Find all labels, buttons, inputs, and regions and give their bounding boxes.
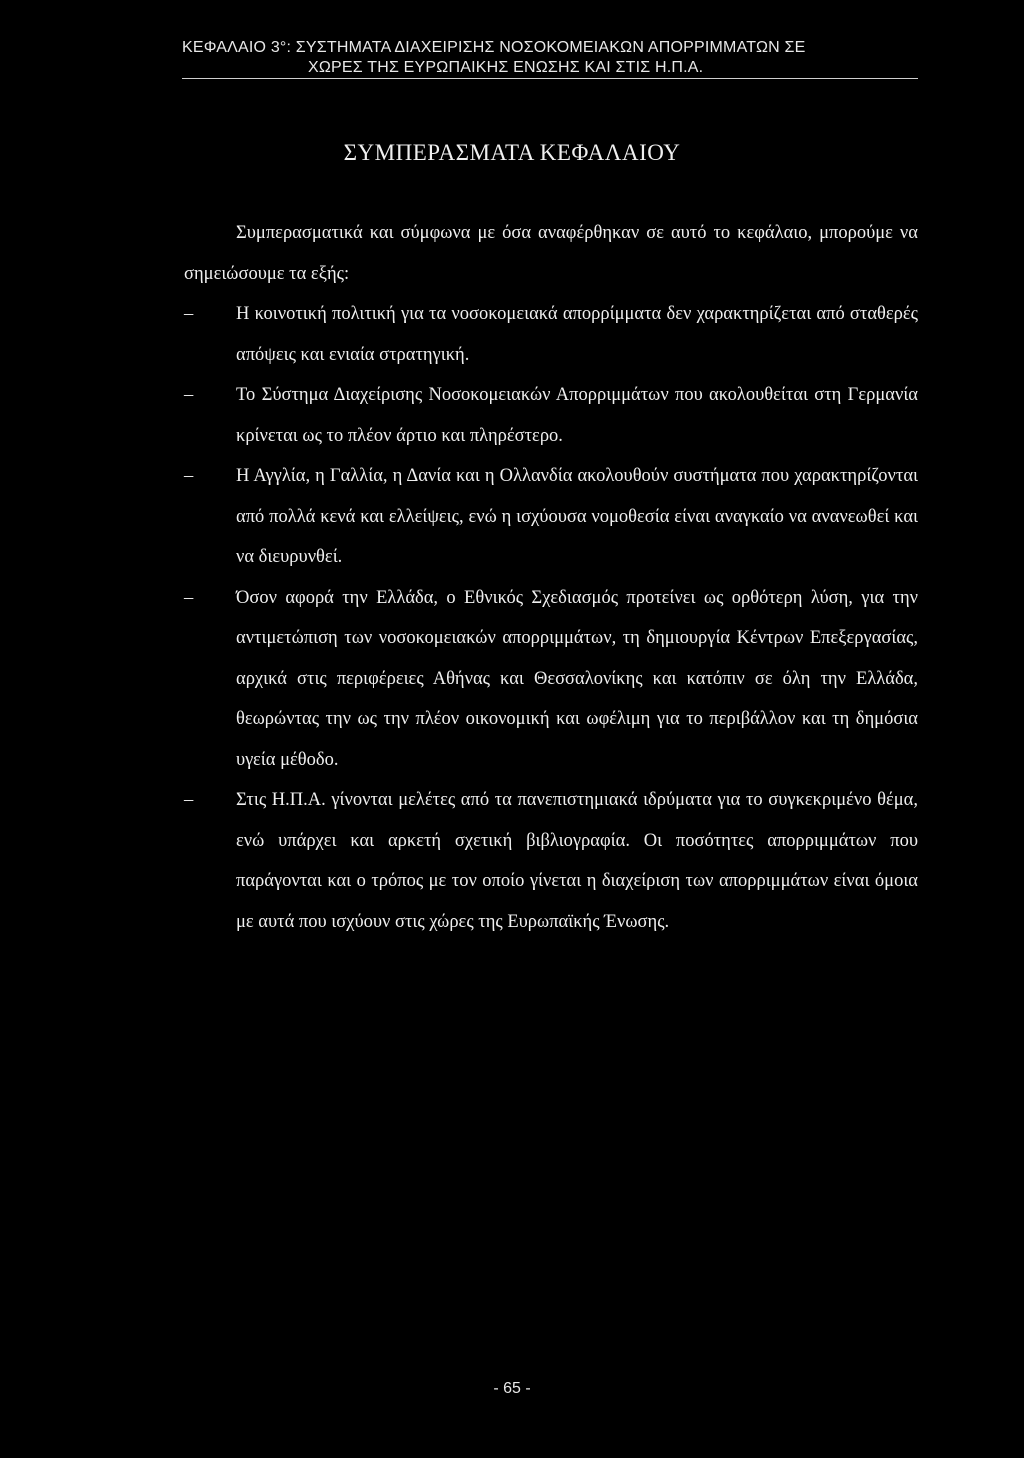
running-header-line-1: ΚΕΦΑΛΑΙΟ 3°: ΣΥΣΤΗΜΑΤΑ ΔΙΑΧΕΙΡΙΣΗΣ ΝΟΣΟΚΟΜΕΙΑΚΩΝ ΑΠΟΡΡΙΜΜΑΤΩΝ ΣΕ (182, 39, 806, 56)
header-rule (182, 78, 918, 79)
list-item (184, 578, 918, 781)
list-item (184, 456, 918, 578)
list-item-text: Το Σύστημα Διαχείρισης Νοσοκομειακών Απορριμμάτων που ακολουθείται στη Γερμανία κρίνεται ως το πλέον άρτιο και πληρέστερο. (236, 385, 918, 446)
list-item-text: Η κοινοτική πολιτική για τα νοσοκομειακά απορρίμματα δεν χαρακτηρίζεται από σταθερές απόψεις και ενιαία στρατηγική. (236, 304, 918, 365)
running-header-line-2: ΧΩΡΕΣ ΤΗΣ ΕΥΡΩΠΑΙΚΗΣ ΕΝΩΣΗΣ ΚΑΙ ΣΤΙΣ Η.Π.Α. (308, 59, 704, 76)
list-item (184, 375, 918, 456)
list-item (184, 294, 918, 375)
body-text (184, 213, 918, 942)
dash-marker: – (184, 385, 194, 405)
intro-paragraph: Συμπερασματικά και σύμφωνα με όσα αναφέρθηκαν σε αυτό το κεφάλαιο, μπορούμε να σημειώσουμε τα εξής: (184, 223, 918, 284)
dash-marker: – (184, 790, 194, 810)
conclusions-list (184, 294, 918, 942)
list-item-text: Όσον αφορά την Ελλάδα, ο Εθνικός Σχεδιασμός προτείνει ως ορθότερη λύση, για την αντιμετώπιση των νοσοκομειακών απορριμμάτων, τη δημιουργία Κέντρων Επεξεργασίας, αρχικά στις περιφέρειες Αθήνας και Θεσσαλονίκης και κατόπιν σε όλη την Ελλάδα, θεωρώντας την ως την πλέον οικονομική και ωφέλιμη για το περιβάλλον και τη δημόσια υγεία μέθοδο. (236, 587, 918, 770)
list-item-text: Στις Η.Π.Α. γίνονται μελέτες από τα πανεπιστημιακά ιδρύματα για το συγκεκριμένο θέμα, ενώ υπάρχει και αρκετή σχετική βιβλιογραφία. Οι ποσότητες απορριμμάτων που παράγονται και ο τρόπος με τον οποίο γίνεται η διαχείριση των απορριμμάτων είναι όμοια με αυτά που ισχύουν στις χώρες της Ευρωπαϊκής Ένωσης. (236, 790, 918, 932)
chapter-title: ΣΥΜΠΕΡΑΣΜΑΤΑ ΚΕΦΑΛΑΙΟΥ (343, 140, 681, 165)
dash-marker: – (184, 466, 194, 486)
dash-marker: – (184, 587, 194, 608)
list-item (184, 780, 918, 942)
dash-marker: – (184, 304, 194, 324)
running-header (182, 38, 918, 78)
list-item-text: Η Αγγλία, η Γαλλία, η Δανία και η Ολλανδία ακολουθούν συστήματα που χαρακτηρίζονται από πολλά κενά και ελλείψεις, ενώ η ισχύουσα νομοθεσία είναι αναγκαίο να ανανεωθεί και να διευρυνθεί. (236, 466, 918, 567)
page-number: - 65 - (493, 1380, 531, 1397)
